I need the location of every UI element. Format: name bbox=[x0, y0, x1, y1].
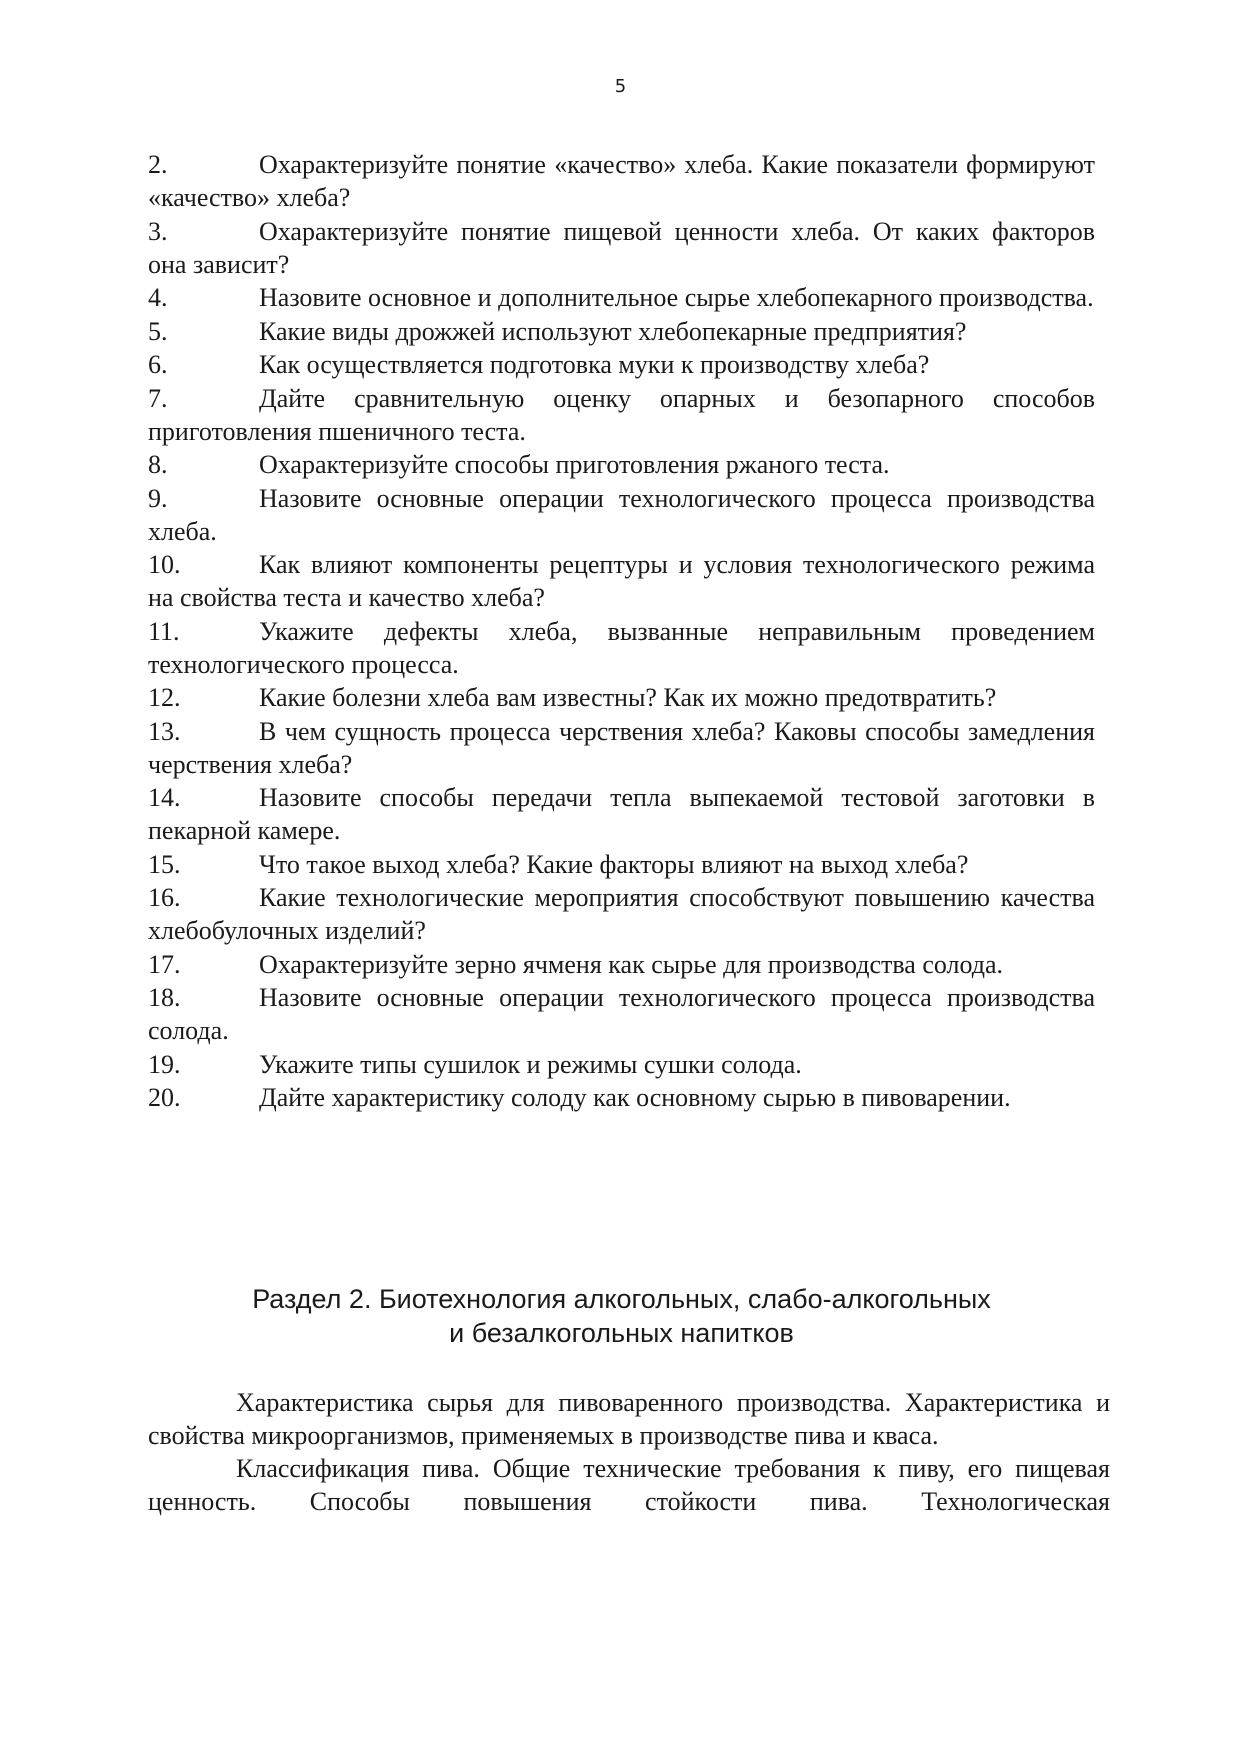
section-body bbox=[148, 1386, 1110, 1518]
list-item bbox=[148, 615, 1095, 681]
item-text: Охарактеризуйте зерно ячменя как сырье для производства солода. bbox=[259, 949, 1004, 979]
item-text: Дайте сравнительную оценку опарных и безопарного способов приготовления пшеничного теста. bbox=[148, 383, 1095, 446]
list-item bbox=[148, 948, 1095, 981]
item-number: 11. bbox=[148, 616, 180, 646]
list-item bbox=[148, 215, 1095, 281]
list-item bbox=[148, 1081, 1095, 1114]
list-item bbox=[148, 148, 1095, 214]
item-text: Дайте характеристику солоду как основному сырью в пивоварении. bbox=[259, 1083, 1011, 1112]
item-text: Назовите основное и дополнительное сырье хлебопекарного производства. bbox=[259, 283, 1094, 312]
list-item bbox=[148, 482, 1095, 548]
item-number: 2. bbox=[148, 150, 168, 179]
section-title bbox=[148, 1282, 1095, 1350]
item-number: 16. bbox=[148, 883, 181, 912]
list-item bbox=[148, 1048, 1095, 1081]
item-number: 6. bbox=[148, 350, 168, 379]
paragraph: Характеристика сырья для пивоваренного производства. Характеристика и свойства микроорганизмов, применяемых в производстве пива и кваса. bbox=[148, 1388, 1110, 1450]
item-text: Какие виды дрожжей используют хлебопекарные предприятия? bbox=[259, 316, 967, 346]
item-text: Как осуществляется подготовка муки к производству хлеба? bbox=[259, 350, 930, 379]
item-text: Назовите основные операции технологического процесса производства хлеба. bbox=[148, 483, 1095, 546]
item-number: 3. bbox=[148, 216, 168, 246]
item-number: 5. bbox=[148, 316, 168, 346]
section-title-line: и безалкогольных напитков bbox=[449, 1318, 794, 1348]
item-text: Охарактеризуйте способы приготовления ржаного теста. bbox=[259, 450, 890, 479]
item-number: 8. bbox=[148, 450, 168, 479]
list-item bbox=[148, 281, 1095, 314]
item-number: 10. bbox=[148, 550, 181, 579]
list-item bbox=[148, 848, 1095, 881]
list-item bbox=[148, 881, 1095, 947]
item-number: 7. bbox=[148, 383, 168, 413]
item-number: 18. bbox=[148, 983, 181, 1012]
item-number: 17. bbox=[148, 949, 181, 979]
item-number: 9. bbox=[148, 483, 168, 513]
list-item bbox=[148, 315, 1095, 348]
list-item bbox=[148, 681, 1095, 714]
page-number: 5 bbox=[614, 76, 627, 97]
item-text: Назовите способы передачи тепла выпекаемой тестовой заготовки в пекарной камере. bbox=[148, 783, 1095, 845]
item-number: 19. bbox=[148, 1049, 181, 1079]
item-text: Как влияют компоненты рецептуры и условия технологического режима на свойства теста и качество хлеба? bbox=[148, 550, 1095, 612]
item-number: 4. bbox=[148, 283, 168, 312]
item-number: 15. bbox=[148, 849, 181, 879]
list-item bbox=[148, 981, 1095, 1047]
item-number: 20. bbox=[148, 1083, 181, 1112]
paragraph: Классификация пива. Общие технические требования к пиву, его пищевая ценность. Способы повышения стойкости пива. Технологическая bbox=[148, 1454, 1110, 1516]
item-text: В чем сущность процесса черствения хлеба? Каковы способы замедления черствения хлеба? bbox=[148, 716, 1095, 779]
list-item bbox=[148, 715, 1095, 781]
item-text: Укажите дефекты хлеба, вызванные неправильным проведением технологического процесса. bbox=[148, 616, 1095, 679]
item-text: Что такое выход хлеба? Какие факторы влияют на выход хлеба? bbox=[259, 849, 969, 879]
item-text: Укажите типы сушилок и режимы сушки солода. bbox=[259, 1049, 802, 1079]
item-text: Охарактеризуйте понятие пищевой ценности хлеба. От каких факторов она зависит? bbox=[148, 216, 1095, 279]
item-number: 13. bbox=[148, 716, 181, 746]
list-item bbox=[148, 781, 1095, 847]
item-text: Охарактеризуйте понятие «качество» хлеба. Какие показатели формируют «качество» хлеба? bbox=[148, 150, 1095, 212]
item-text: Какие болезни хлеба вам известны? Как их можно предотвратить? bbox=[259, 683, 997, 712]
item-number: 14. bbox=[148, 783, 181, 812]
item-number: 12. bbox=[148, 683, 181, 712]
list-item bbox=[148, 548, 1095, 614]
item-text: Назовите основные операции технологического процесса производства солода. bbox=[148, 983, 1095, 1045]
list-item bbox=[148, 448, 1095, 481]
item-text: Какие технологические мероприятия способствуют повышению качества хлебобулочных изделий? bbox=[148, 883, 1095, 945]
section-title-line: Раздел 2. Биотехнология алкогольных, слабо-алкогольных bbox=[252, 1284, 991, 1314]
list-item bbox=[148, 348, 1095, 381]
list-item bbox=[148, 382, 1095, 448]
question-list bbox=[148, 148, 1095, 1115]
